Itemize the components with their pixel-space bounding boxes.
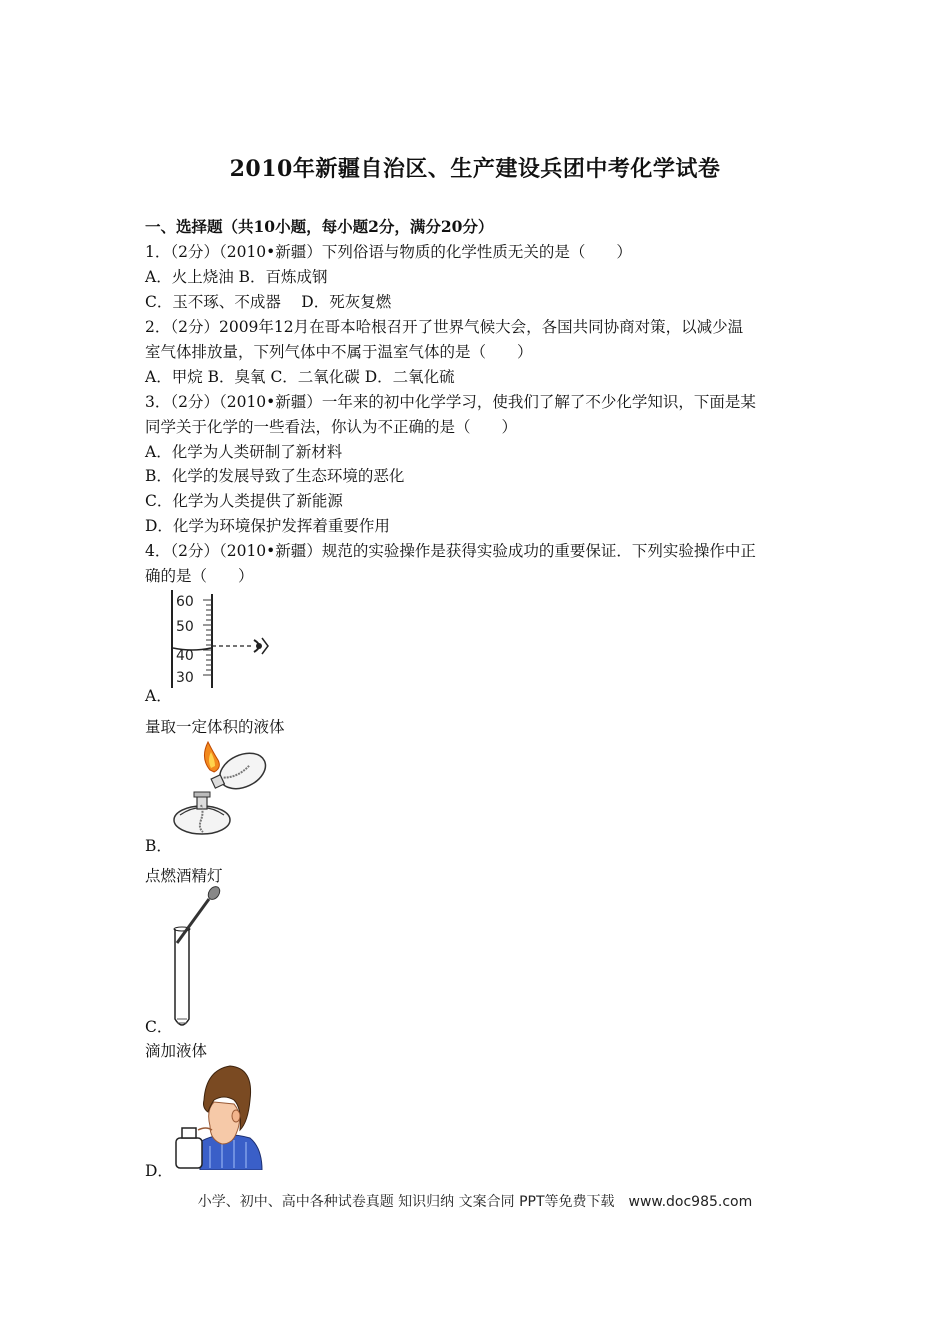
section-heading: 一、选择题（共10小题，每小题2分，满分20分） — [145, 217, 494, 236]
dropper-test-tube-figure — [165, 885, 235, 1033]
question-1-options-ab: A．火上烧油 B．百炼成钢 — [145, 268, 328, 286]
cylinder-tick-40: 40 — [176, 648, 194, 664]
cylinder-tick-50: 50 — [176, 619, 194, 635]
cylinder-tick-30: 30 — [176, 670, 194, 686]
page-footer: 小学、初中、高中各种试卷真题 知识归纳 文案合同 PPT等免费下载 www.doc985.com — [197, 1194, 753, 1210]
question-4-option-b-label: B． — [145, 837, 172, 855]
question-4-option-c-caption: 滴加液体 — [145, 1042, 208, 1060]
flame-icon — [204, 742, 219, 772]
question-4-stem-line1: 4．（2分）（2010•新疆）规范的实验操作是获得实验成功的重要保证．下列实验操作中正 — [145, 542, 756, 560]
question-4-option-a-caption: 量取一定体积的液体 — [145, 718, 285, 736]
question-3-option-b: B．化学的发展导致了生态环境的恶化 — [145, 467, 405, 485]
question-4-option-d-label: D． — [145, 1162, 173, 1180]
question-3-option-d: D．化学为环境保护发挥着重要作用 — [145, 517, 390, 535]
question-3-option-a: A．化学为人类研制了新材料 — [145, 443, 343, 461]
question-1-stem: 1．（2分）（2010•新疆）下列俗语与物质的化学性质无关的是（ ） — [145, 243, 632, 261]
question-1-options-cd: C．玉不琢、不成器 D．死灰复燃 — [145, 293, 392, 311]
question-2-options: A．甲烷 B．臭氧 C．二氧化碳 D．二氧化硫 — [145, 368, 455, 386]
question-4-option-a-label: A． — [145, 687, 172, 705]
question-3-option-c: C．化学为人类提供了新能源 — [145, 492, 343, 510]
eye-icon — [254, 638, 268, 654]
question-4-option-b-caption: 点燃酒精灯 — [145, 867, 223, 885]
question-3-stem-line1: 3．（2分）（2010•新疆）一年来的初中化学学习，使我们了解了不少化学知识，下面是某 — [145, 393, 756, 411]
alcohol-lamp-figure — [170, 740, 270, 840]
graduated-cylinder-figure — [170, 590, 275, 690]
page-title: 2010年新疆自治区、生产建设兵团中考化学试卷 — [229, 156, 721, 182]
cylinder-tick-60: 60 — [176, 594, 194, 610]
question-2-stem-line1: 2．（2分）2009年12月在哥本哈根召开了世界气候大会，各国共同协商对策，以减少温 — [145, 318, 744, 336]
smelling-bottle-figure — [170, 1060, 265, 1170]
question-3-stem-line2: 同学关于化学的一些看法，你认为不正确的是（ ） — [145, 418, 518, 436]
question-4-option-c-label: C． — [145, 1018, 173, 1036]
question-4-stem-line2: 确的是（ ） — [145, 567, 254, 585]
question-2-stem-line2: 室气体排放量，下列气体中不属于温室气体的是（ ） — [145, 343, 533, 361]
dropper-icon — [177, 885, 222, 943]
